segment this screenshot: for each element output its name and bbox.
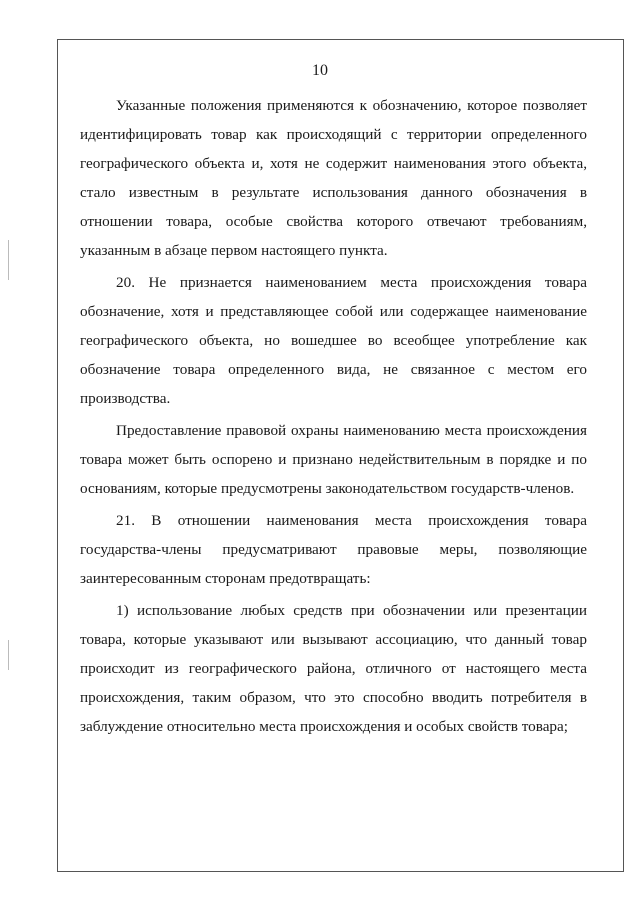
scan-margin-mark — [8, 640, 9, 670]
paragraph: Указанные положения применяются к обозначению, которое позволяет идентифицировать товар как происходящий с территории определенного географического объекта и, хотя не содержит наименования этого объекта, стало известным в результате использования данного обозначения в отношении товара, особые свойства которого отвечают требованиям, указанным в абзаце первом настоящего пункта. — [80, 97, 587, 259]
paragraph-item-20: 20. Не признается наименованием места происхождения товара обозначение, хотя и представляющее собой или содержащее наименование географического объекта, но вошедшее во всеобщее употребление как обозначение товара определенного вида, не связанное с местом его производства. — [80, 274, 587, 407]
page-number: 10 — [312, 62, 328, 79]
scan-margin-mark — [8, 240, 9, 280]
document-body — [80, 91, 587, 744]
paragraph-item-21: 21. В отношении наименования места происхождения товара государства-члены предусматривают правовые меры, позволяющие заинтересованным сторонам предотвращать: — [80, 512, 587, 587]
paragraph: Предоставление правовой охраны наименованию места происхождения товара может быть оспорено и признано недействительным в порядке и по основаниям, которые предусмотрены законодательством государств-членов. — [80, 422, 587, 497]
subparagraph-1: 1) использование любых средств при обозначении или презентации товара, которые указывают или вызывают ассоциацию, что данный товар происходит из географического района, отличного от настоящего места происхождения, таким образом, что это способно вводить потребителя в заблуждение относительно места происхождения и особых свойств товара; — [80, 602, 587, 735]
